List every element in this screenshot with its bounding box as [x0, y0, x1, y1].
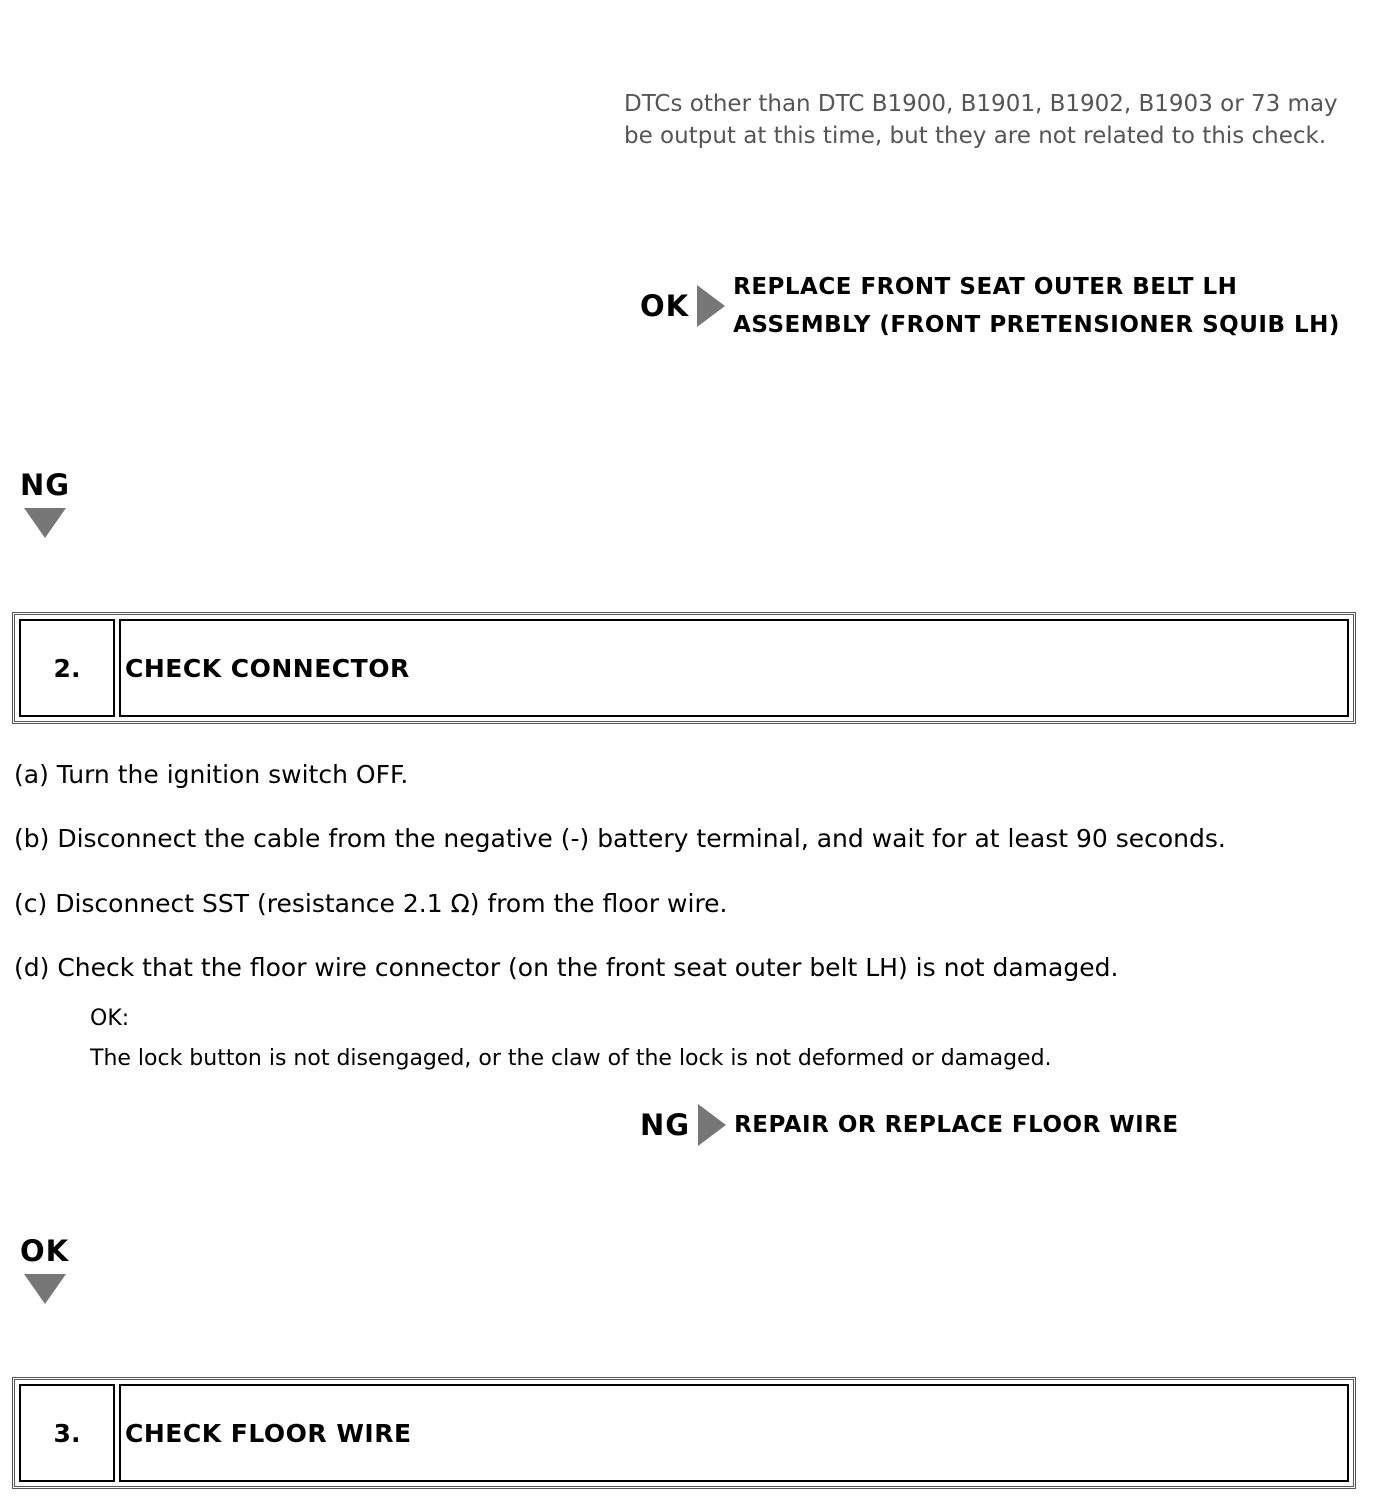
step-title: CHECK FLOOR WIRE [119, 1384, 1349, 1482]
arrow-right-icon [698, 1104, 726, 1146]
step-number: 2. [19, 619, 115, 717]
ng-flow [20, 468, 80, 538]
arrow-down-icon [24, 1274, 66, 1304]
ng-result-tag: NG [640, 1108, 691, 1142]
instruction-b: (b) Disconnect the cable from the negative (-) battery terminal, and wait for at least 90 seconds. [14, 824, 1226, 853]
ok-flow [20, 1234, 80, 1304]
step-number: 3. [19, 1384, 115, 1482]
spec-text: The lock button is not disengaged, or the claw of the lock is not deformed or damaged. [90, 1046, 1052, 1071]
instruction-d: (d) Check that the floor wire connector (on the front seat outer belt LH) is not damaged. [14, 953, 1119, 982]
arrow-down-icon [24, 508, 66, 538]
instruction-a: (a) Turn the ignition switch OFF. [14, 760, 409, 789]
step-2-header [12, 612, 1356, 724]
instruction-c: (c) Disconnect SST (resistance 2.1 Ω) from the floor wire. [14, 889, 728, 918]
ng-result-action: REPAIR OR REPLACE FLOOR WIRE [734, 1112, 1179, 1138]
step-title: CHECK CONNECTOR [119, 619, 1349, 717]
ok-result [640, 268, 1343, 344]
spec-label: OK: [90, 1006, 130, 1031]
step-3-header [12, 1377, 1356, 1489]
ng-flow-tag: NG [20, 468, 71, 502]
ng-result [640, 1104, 1179, 1146]
ok-result-action: REPLACE FRONT SEAT OUTER BELT LH ASSEMBLY (FRONT PRETENSIONER SQUIB LH) [733, 274, 1340, 338]
dtc-note: DTCs other than DTC B1900, B1901, B1902, B1903 or 73 may be output at this time, but they are not related to this check. [624, 91, 1338, 149]
arrow-right-icon [697, 285, 725, 327]
ok-result-tag: OK [640, 289, 690, 323]
ok-flow-tag: OK [20, 1234, 70, 1268]
